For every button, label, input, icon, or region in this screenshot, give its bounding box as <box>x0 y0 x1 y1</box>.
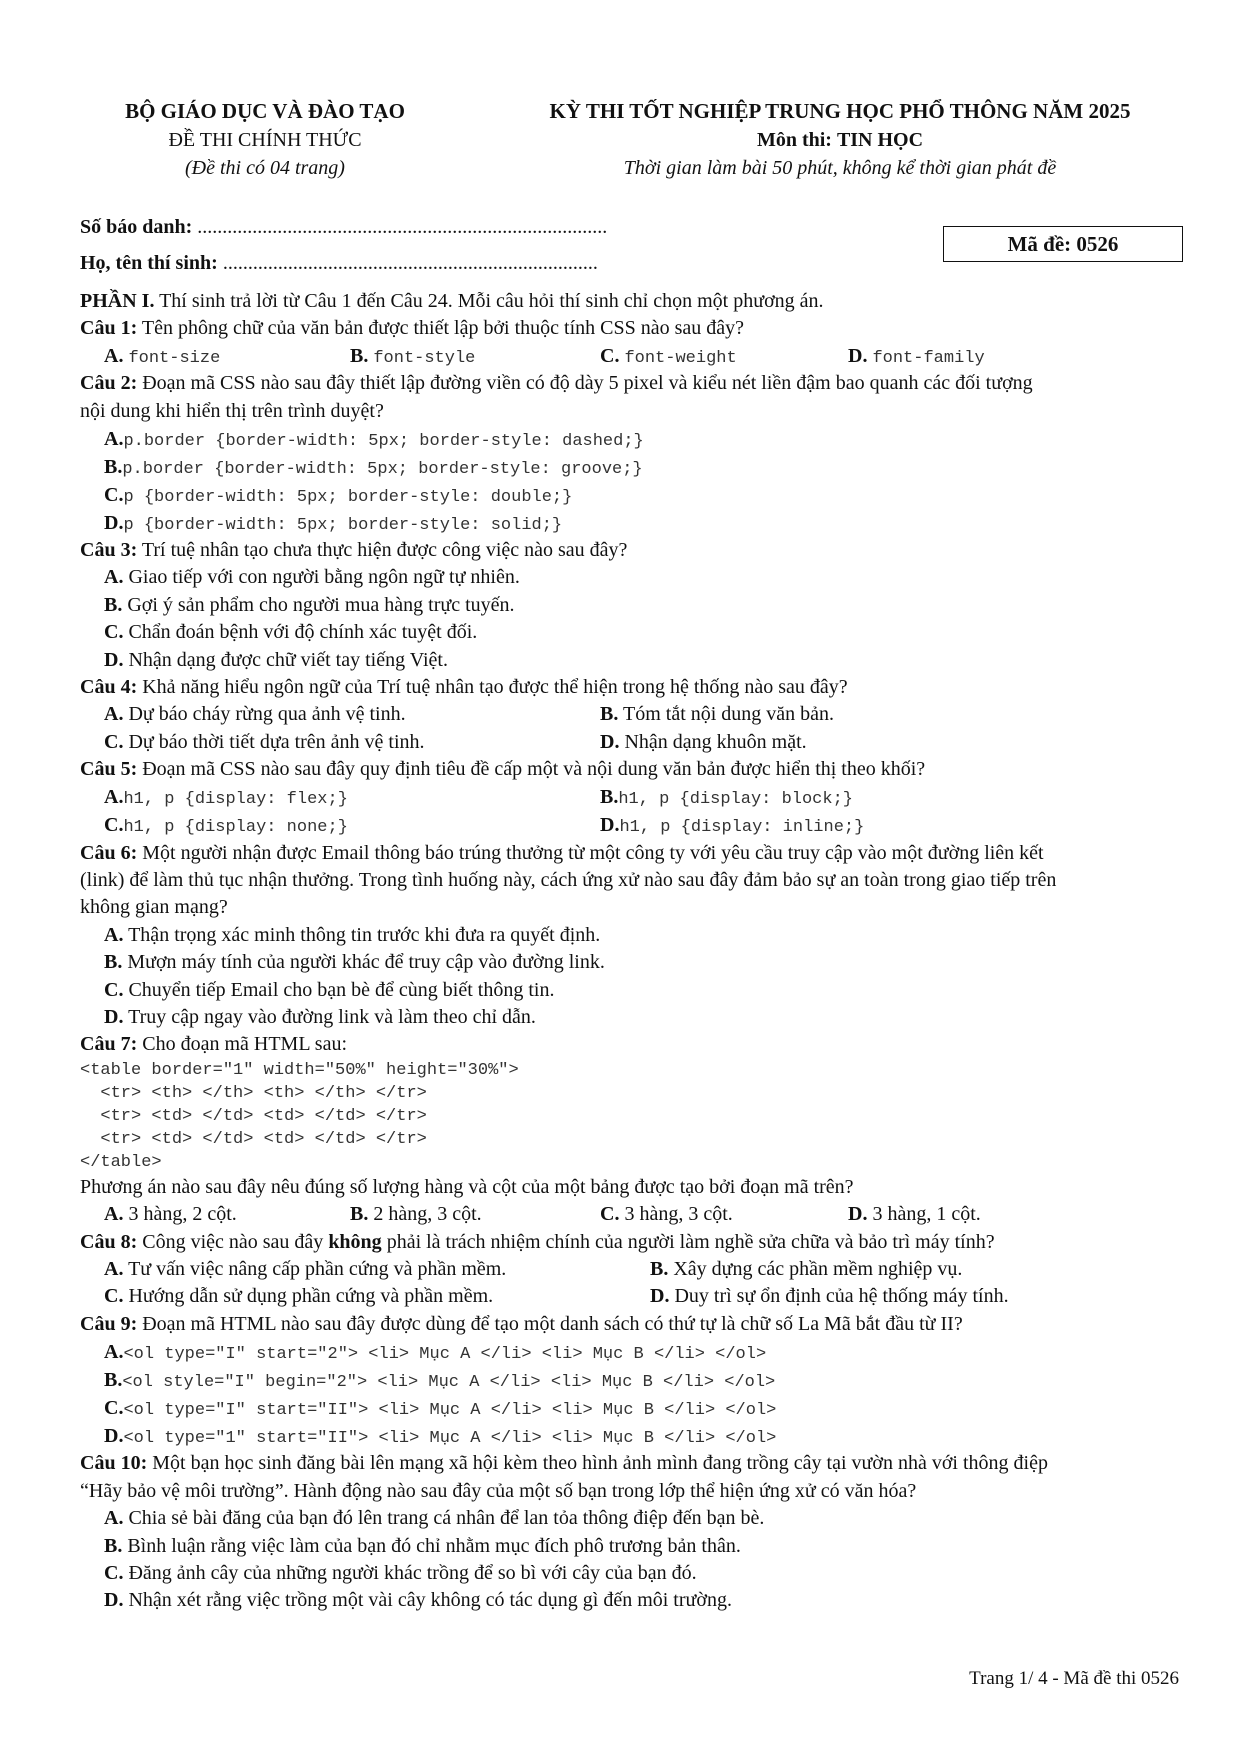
question-number: Câu 1: <box>80 317 138 340</box>
question-9-option-b: B.<ol style="I" begin="2"> <li> Mục A </li> <li> Mục B </li> </ol> <box>104 1369 776 1393</box>
question-7-options <box>80 1201 1190 1228</box>
question-3-option-b: B. Gợi ý sản phẩm cho người mua hàng trực tuyến. <box>104 593 515 616</box>
question-text: Trí tuệ nhân tạo chưa thực hiện được công việc nào sau đây? <box>141 539 628 562</box>
option-d: D.h1, p {display: inline;} <box>600 813 865 837</box>
question-6-cont2: không gian mạng? <box>80 896 228 919</box>
option-c: C. Dự báo thời tiết dựa trên ảnh vệ tinh. <box>104 730 425 753</box>
question-8-options-ab <box>80 1256 1190 1283</box>
exam-title: KỲ THI TỐT NGHIỆP TRUNG HỌC PHỔ THÔNG NĂM 2025 <box>549 99 1131 123</box>
question-10-option-a: A. Chia sẻ bài đăng của bạn đó lên trang cá nhân để lan tỏa thông điệp đến bạn bè. <box>104 1507 765 1530</box>
question-text: Đoạn mã CSS nào sau đây quy định tiêu đề cấp một và nội dung văn bản được hiển thị theo khối? <box>142 758 926 781</box>
pages-note: (Đề thi có 04 trang) <box>185 157 345 179</box>
html-code-block <box>80 1059 1190 1174</box>
question-9-option-d: D.<ol type="1" start="II"> <li> Mục A </li> <li> Mục B </li> </ol> <box>104 1425 777 1449</box>
question-6-option-d: D. Truy cập ngay vào đường link và làm theo chỉ dẫn. <box>104 1006 536 1029</box>
question-9-option-a: A.<ol type="I" start="2"> <li> Mục A </li> <li> Mục B </li> </ol> <box>104 1341 767 1365</box>
question-9-option-c: C.<ol type="I" start="II"> <li> Mục A </li> <li> Mục B </li> </ol> <box>104 1397 777 1421</box>
question-text-emphasis: không <box>328 1230 382 1253</box>
sbd-dots: .................................................................................. <box>197 216 608 238</box>
question-number: Câu 6: <box>80 841 138 864</box>
question-number: Câu 2: <box>80 372 138 395</box>
question-5-options-ab <box>80 784 1190 812</box>
page-footer: Trang 1/ 4 - Mã đề thi 0526 <box>969 1668 1179 1689</box>
subject-line <box>500 126 1180 154</box>
subject-name: TIN HỌC <box>836 129 924 151</box>
question-1 <box>80 315 1190 342</box>
option-a: A. 3 hàng, 2 cột. <box>104 1203 237 1226</box>
exam-code-box: Mã đề: 0526 <box>943 226 1183 262</box>
question-10-cont: “Hãy bảo vệ môi trường”. Hành động nào sau đây của một số bạn trong lớp thể hiện ứng xử có văn hóa? <box>80 1479 917 1502</box>
question-10 <box>80 1450 1190 1477</box>
code-line: <tr> <th> </th> <th> </th> </tr> <box>80 1083 427 1103</box>
option-b: B. 2 hàng, 3 cột. <box>350 1203 482 1226</box>
question-number: Câu 7: <box>80 1033 138 1056</box>
sbd-label: Số báo danh: <box>80 216 193 238</box>
question-text: Tên phông chữ của văn bản được thiết lập bởi thuộc tính CSS nào sau đây? <box>141 317 745 340</box>
question-2-option-d: D.p {border-width: 5px; border-style: solid;} <box>104 512 563 536</box>
part-title: PHẦN I. <box>80 290 155 312</box>
part-instructions: Thí sinh trả lời từ Câu 1 đến Câu 24. Mỗi câu hỏi thí sinh chỉ chọn một phương án. <box>159 290 824 312</box>
question-text-before: Công việc nào sau đây <box>142 1230 324 1253</box>
question-5-options-cd <box>80 812 1190 840</box>
questions-body <box>80 288 1190 1615</box>
option-a: A. Dự báo cháy rừng qua ảnh vệ tinh. <box>104 703 406 726</box>
code-line: <tr> <td> </td> <td> </td> </tr> <box>80 1106 427 1126</box>
option-c: C. 3 hàng, 3 cột. <box>600 1203 733 1226</box>
option-a: A. Tư vấn việc nâng cấp phần cứng và phần mềm. <box>104 1258 507 1281</box>
question-3-option-c: C. Chẩn đoán bệnh với độ chính xác tuyệt đối. <box>104 621 478 644</box>
subject-label: Môn thi: <box>756 129 832 151</box>
question-8-options-cd <box>80 1283 1190 1310</box>
question-4-options-cd <box>80 729 1190 756</box>
option-b: B. Tóm tắt nội dung văn bản. <box>600 703 835 726</box>
question-number: Câu 3: <box>80 539 138 562</box>
part-heading <box>80 288 1190 315</box>
question-text-line1: Một bạn học sinh đăng bài lên mạng xã hội kèm theo hình ảnh mình đang trồng cây tại vườn nhà với thông điệp <box>152 1452 1048 1475</box>
question-6-cont1: (link) để làm thủ tục nhận thưởng. Trong tình huống này, cách ứng xử nào sau đây đảm bảo sự an toàn trong giao tiếp trên <box>80 869 1057 892</box>
question-2-option-b: B.p.border {border-width: 5px; border-style: groove;} <box>104 456 643 480</box>
option-a: A.h1, p {display: flex;} <box>104 785 348 809</box>
question-number: Câu 10: <box>80 1452 148 1475</box>
ministry-title: BỘ GIÁO DỤC VÀ ĐÀO TẠO <box>125 99 405 123</box>
question-4 <box>80 674 1190 701</box>
question-9 <box>80 1311 1190 1338</box>
question-8 <box>80 1229 1190 1256</box>
question-2-option-a: A.p.border {border-width: 5px; border-style: dashed;} <box>104 428 644 452</box>
official-label: ĐỀ THI CHÍNH THỨC <box>168 129 362 151</box>
question-text-line1: Đoạn mã CSS nào sau đây thiết lập đường viền có độ dày 5 pixel và kiểu nét liền đậm bao quanh các đối tượng <box>142 372 1033 395</box>
option-b: B. Xây dựng các phần mềm nghiệp vụ. <box>650 1258 963 1281</box>
question-7-prompt: Phương án nào sau đây nêu đúng số lượng hàng và cột của một bảng được tạo bởi đoạn mã trên? <box>80 1175 854 1198</box>
question-2 <box>80 370 1190 397</box>
question-text: Đoạn mã HTML nào sau đây được dùng để tạo một danh sách có thứ tự là chữ số La Mã bắt đầu từ II? <box>142 1312 963 1335</box>
question-3-option-d: D. Nhận dạng được chữ viết tay tiếng Việt. <box>104 648 448 671</box>
code-line: </table> <box>80 1152 162 1172</box>
question-number: Câu 8: <box>80 1230 138 1253</box>
question-1-options <box>80 343 1190 370</box>
name-field <box>80 252 598 275</box>
option-c: C. font-weight <box>600 344 737 368</box>
code-line: <table border="1" width="50%" height="30%"> <box>80 1060 519 1080</box>
header-right <box>500 96 1180 182</box>
option-d: D. font-family <box>848 344 985 368</box>
option-c: C. Hướng dẫn sử dụng phần cứng và phần mềm. <box>104 1285 494 1308</box>
sbd-field <box>80 216 607 239</box>
question-10-option-c: C. Đăng ảnh cây của những người khác trồng để so bì với cây của bạn đó. <box>104 1561 697 1584</box>
question-6-option-a: A. Thận trọng xác minh thông tin trước khi đưa ra quyết định. <box>104 923 601 946</box>
question-6 <box>80 840 1190 867</box>
option-d: D. Duy trì sự ổn định của hệ thống máy tính. <box>650 1285 1009 1308</box>
question-6-option-b: B. Mượn máy tính của người khác để truy cập vào đường link. <box>104 951 605 974</box>
question-text-after: phải là trách nhiệm chính của người làm nghề sửa chữa và bảo trì máy tính? <box>386 1230 995 1253</box>
question-3 <box>80 537 1190 564</box>
question-3-option-a: A. Giao tiếp với con người bằng ngôn ngữ tự nhiên. <box>104 566 520 589</box>
option-b: B. font-style <box>350 344 476 368</box>
question-2-option-c: C.p {border-width: 5px; border-style: double;} <box>104 484 573 508</box>
option-a: A. font-size <box>104 344 221 368</box>
question-10-option-b: B. Bình luận rằng việc làm của bạn đó chỉ nhằm mục đích phô trương bản thân. <box>104 1534 741 1557</box>
option-d: D. 3 hàng, 1 cột. <box>848 1203 981 1226</box>
question-number: Câu 4: <box>80 676 138 699</box>
question-number: Câu 9: <box>80 1312 138 1335</box>
question-5 <box>80 756 1190 783</box>
option-b: B.h1, p {display: block;} <box>600 785 853 809</box>
question-7 <box>80 1031 1190 1058</box>
question-text: Cho đoạn mã HTML sau: <box>142 1033 348 1056</box>
question-4-options-ab <box>80 701 1190 728</box>
question-6-option-c: C. Chuyển tiếp Email cho bạn bè để cùng biết thông tin. <box>104 978 555 1001</box>
question-10-option-d: D. Nhận xét rằng việc trồng một vài cây không có tác dụng gì đến môi trường. <box>104 1589 732 1612</box>
question-text: Khả năng hiểu ngôn ngữ của Trí tuệ nhân tạo được thể hiện trong hệ thống nào sau đây? <box>142 676 848 699</box>
header-left <box>80 96 450 182</box>
time-note: Thời gian làm bài 50 phút, không kể thời gian phát đề <box>623 157 1057 179</box>
option-d: D. Nhận dạng khuôn mặt. <box>600 730 807 753</box>
name-label: Họ, tên thí sinh: <box>80 252 218 274</box>
code-line: <tr> <td> </td> <td> </td> </tr> <box>80 1129 427 1149</box>
name-dots: ........................................................................... <box>222 252 598 274</box>
question-2-cont: nội dung khi hiển thị trên trình duyệt? <box>80 399 384 422</box>
option-c: C.h1, p {display: none;} <box>104 813 348 837</box>
question-number: Câu 5: <box>80 758 138 781</box>
question-text-line1: Một người nhận được Email thông báo trúng thưởng từ một công ty với yêu cầu truy cập vào một đường liên kết <box>142 841 1044 864</box>
